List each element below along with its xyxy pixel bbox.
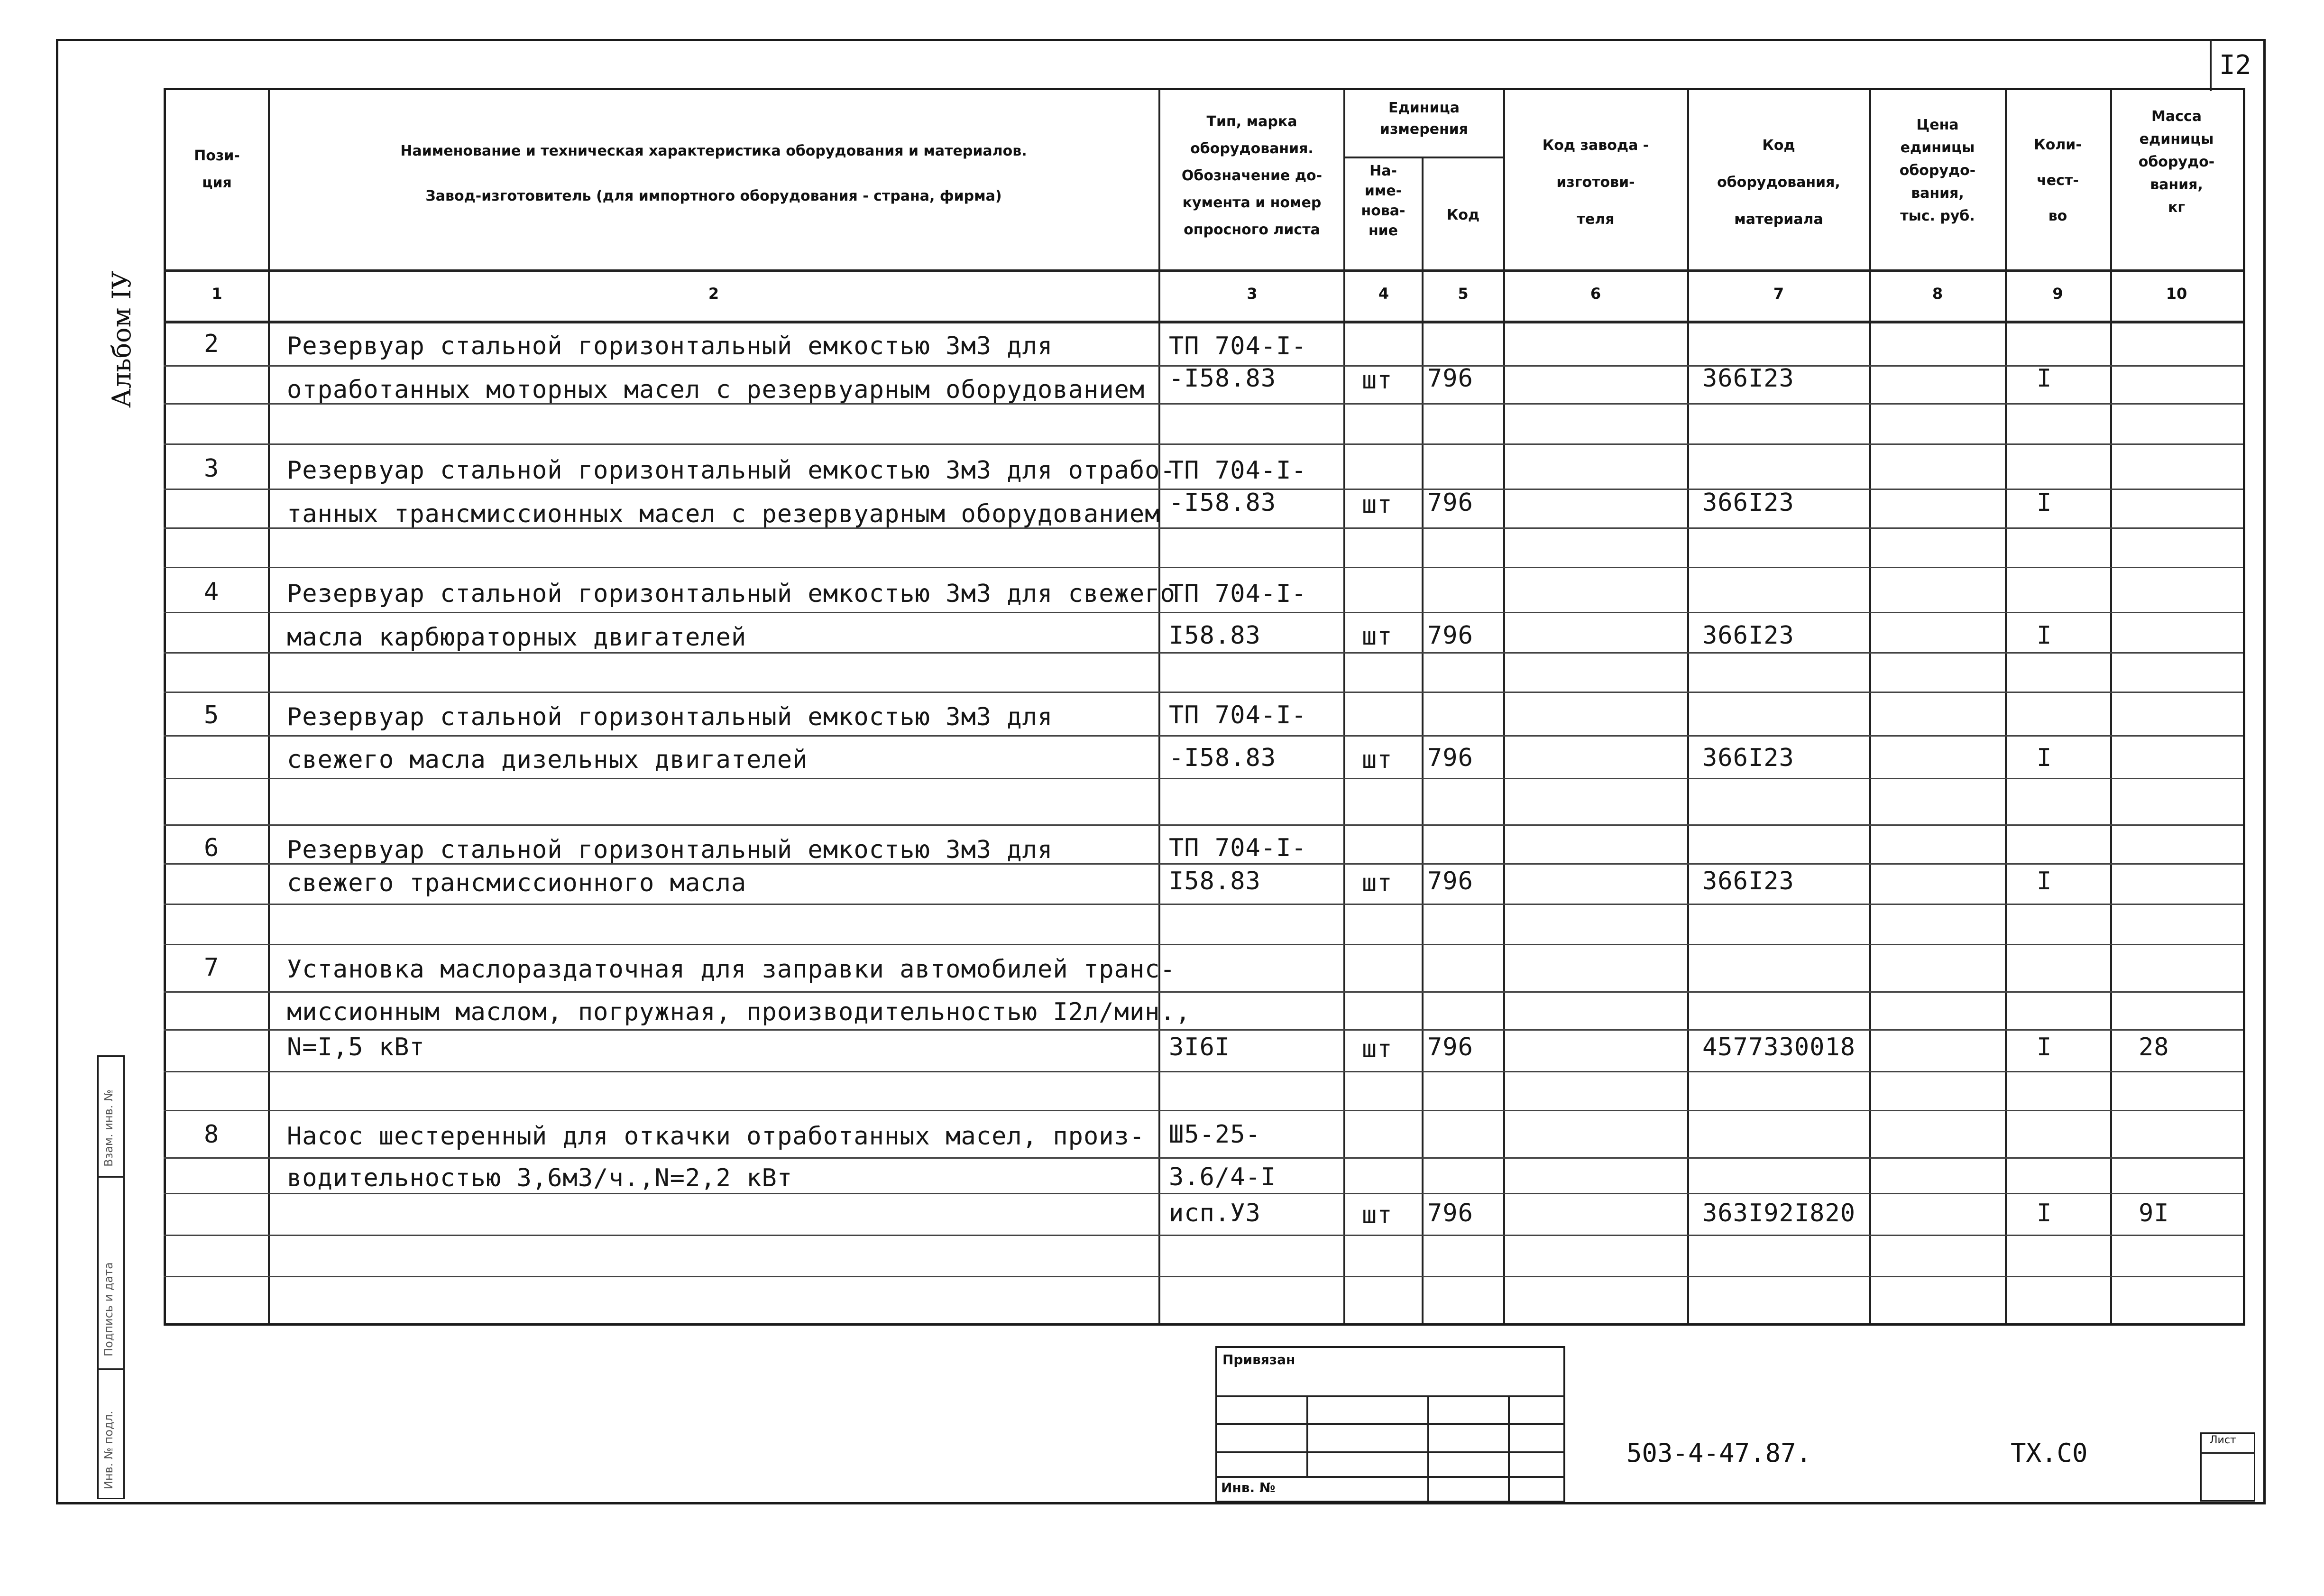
row-7-type: 3I6I (1169, 1033, 1231, 1061)
stamp-col (1306, 1395, 1308, 1477)
row-7-mass: 28 (2139, 1033, 2169, 1061)
left-strip-line (97, 1368, 125, 1370)
header-mass: Масса единицы оборудо- вания, кг (2138, 108, 2215, 216)
row-8-unit-code: 796 (1427, 1199, 1473, 1227)
row-4-position: 4 (204, 578, 220, 606)
col-line (1869, 90, 1871, 1323)
row-3-unit: шт (1362, 490, 1393, 519)
row-3-position: 3 (204, 454, 220, 483)
row-8-mass: 9I (2139, 1199, 2169, 1227)
row-4-name-line1: Резервуар стальной горизонтальный емкостью 3м3 для свежего (287, 580, 1176, 608)
row-3-type-line1: ТП 704-I- (1169, 456, 1307, 485)
row-6-quantity: I (2037, 867, 2052, 895)
col-number: 10 (2166, 285, 2187, 303)
row-separator (164, 652, 2243, 654)
row-8-unit: шт (1362, 1201, 1393, 1229)
row-6-equipment-code: 366I23 (1702, 867, 1794, 895)
header-unit-name: На- име- нова- ние (1361, 163, 1405, 239)
section-code: ТХ.С0 (2011, 1438, 2088, 1468)
stamp-col (1427, 1395, 1429, 1501)
row-7-position: 7 (204, 953, 220, 982)
header-name-line1: Наименование и техническая характеристика оборудования и материалов. (400, 143, 1027, 159)
row-5-unit-code: 796 (1427, 744, 1473, 772)
row-separator (164, 567, 2243, 568)
row-7-name-line2: миссионным маслом, погружная, производительностью I2л/мин., (287, 998, 1191, 1026)
header-price: Цена единицы оборудо- вания, тыс. руб. (1899, 117, 1976, 224)
row-4-name-line2: масла карбюраторных двигателей (287, 623, 747, 652)
units-sub-line (1343, 157, 1505, 158)
row-8-name-line2: водительностью 3,6м3/ч.,N=2,2 кВт (287, 1164, 793, 1192)
stamp-line (1215, 1395, 1565, 1397)
sheet-label-line (2200, 1452, 2255, 1454)
row-3-quantity: I (2037, 489, 2052, 517)
row-separator (164, 612, 2243, 613)
row-5-equipment-code: 366I23 (1702, 744, 1794, 772)
stamp-line (1215, 1451, 1565, 1453)
row-7-name-line1: Установка маслораздаточная для заправки автомобилей транс- (287, 955, 1176, 984)
col-number: 8 (1932, 285, 1943, 303)
col-number: 2 (708, 285, 719, 303)
row-7-unit-code: 796 (1427, 1033, 1473, 1061)
col-number: 3 (1247, 285, 1258, 303)
row-5-type-line1: ТП 704-I- (1169, 701, 1307, 729)
header-unit-code: Код (1446, 207, 1480, 223)
row-separator (164, 824, 2243, 826)
row-8-type-line3: исп.У3 (1169, 1199, 1261, 1227)
row-2-quantity: I (2037, 364, 2052, 393)
row-2-position: 2 (204, 330, 220, 358)
row-separator (164, 692, 2243, 693)
col-line (1687, 90, 1689, 1323)
header-name-line2: Завод-изготовитель (для импортного оборудования - страна, фирма) (425, 188, 1002, 204)
row-4-type-line1: ТП 704-I- (1169, 580, 1307, 608)
sheet-number-divider (2210, 39, 2212, 91)
row-7-equipment-code: 4577330018 (1702, 1033, 1856, 1061)
document-code: 503-4-47.87. (1626, 1438, 1812, 1468)
row-6-unit: шт (1362, 869, 1393, 897)
row-separator (164, 1235, 2243, 1236)
col-number: 4 (1378, 285, 1389, 303)
row-3-unit-code: 796 (1427, 489, 1473, 517)
row-separator (164, 904, 2243, 905)
col-line (1503, 90, 1505, 1323)
row-3-name-line1: Резервуар стальной горизонтальный емкостью 3м3 для отрабо- (287, 456, 1176, 485)
row-8-name-line1: Насос шестеренный для откачки отработанных масел, произ- (287, 1122, 1145, 1151)
col-line (1422, 157, 1424, 1323)
row-5-name-line1: Резервуар стальной горизонтальный емкостью 3м3 для (287, 703, 1053, 731)
row-4-unit-code: 796 (1427, 621, 1473, 650)
row-6-type-line1: ТП 704-I- (1169, 834, 1307, 862)
row-7-name-line3: N=I,5 кВт (287, 1033, 425, 1061)
row-separator (164, 991, 2243, 993)
header-equipment-code: Код оборудования, материала (1717, 137, 1840, 228)
row-separator (164, 1276, 2243, 1277)
row-6-name-line1: Резервуар стальной горизонтальный емкостью 3м3 для (287, 836, 1053, 864)
col-line (1158, 90, 1160, 1323)
header-factory-code: Код завода - изготови- теля (1542, 137, 1649, 228)
row-4-equipment-code: 366I23 (1702, 621, 1794, 650)
row-separator (164, 1110, 2243, 1111)
row-2-name-line1: Резервуар стальной горизонтальный емкостью 3м3 для (287, 332, 1053, 360)
row-separator (164, 1193, 2243, 1194)
row-4-type-line2: I58.83 (1169, 621, 1261, 650)
col-line (2110, 90, 2112, 1323)
stamp-line (1215, 1423, 1565, 1425)
row-3-type-line2: -I58.83 (1169, 489, 1277, 517)
header-units: Единица измерения (1379, 100, 1469, 138)
col-line (1343, 90, 1345, 1323)
col-number: 6 (1590, 285, 1601, 303)
stamp-col (1508, 1395, 1510, 1501)
col-line (2005, 90, 2007, 1323)
row-2-type-line1: ТП 704-I- (1169, 332, 1307, 360)
row-separator (164, 778, 2243, 779)
row-2-type-line2: -I58.83 (1169, 364, 1277, 393)
row-separator (164, 1071, 2243, 1072)
row-6-unit-code: 796 (1427, 867, 1473, 895)
row-4-quantity: I (2037, 621, 2052, 650)
left-strip-text-2: Подпись и дата (102, 1262, 115, 1356)
row-5-position: 5 (204, 701, 220, 729)
row-3-equipment-code: 366I23 (1702, 489, 1794, 517)
col-number: 9 (2052, 285, 2063, 303)
row-2-name-line2: отработанных моторных масел с резервуарным оборудованием (287, 376, 1145, 404)
row-8-type-line1: Ш5-25- (1169, 1120, 1261, 1149)
row-6-type-line2: I58.83 (1169, 867, 1261, 895)
row-7-unit: шт (1362, 1035, 1393, 1063)
col-number: 5 (1458, 285, 1469, 303)
album-label: Альбом IУ (107, 270, 137, 408)
sheet-number: I2 (2219, 50, 2251, 81)
row-2-unit: шт (1362, 366, 1393, 395)
left-strip-text-3: Инв. № подл. (102, 1411, 115, 1489)
row-8-type-line2: 3.6/4-I (1169, 1163, 1277, 1191)
row-7-quantity: I (2037, 1033, 2052, 1061)
stamp-inventory-label: Инв. № (1221, 1480, 1276, 1495)
col-number: 7 (1773, 285, 1784, 303)
col-line (268, 90, 270, 1323)
header-type: Тип, марка оборудования. Обозначение до- кумента и номер опросного листа (1181, 113, 1323, 238)
row-separator (164, 944, 2243, 945)
row-8-position: 8 (204, 1120, 220, 1149)
row-5-name-line2: свежего масла дизельных двигателей (287, 746, 808, 774)
left-strip-text-1: Взам. инв. № (102, 1089, 115, 1167)
left-strip-line (97, 1176, 125, 1178)
row-6-position: 6 (204, 834, 220, 862)
row-separator (164, 1029, 2243, 1031)
row-4-unit: шт (1362, 622, 1393, 651)
row-separator (164, 735, 2243, 737)
row-5-type-line2: -I58.83 (1169, 744, 1277, 772)
row-8-equipment-code: 363I92I820 (1702, 1199, 1856, 1227)
row-5-unit: шт (1362, 746, 1393, 774)
row-5-quantity: I (2037, 744, 2052, 772)
row-separator (164, 1157, 2243, 1159)
header-position: Пози- ция (194, 148, 240, 191)
row-2-equipment-code: 366I23 (1702, 364, 1794, 393)
row-8-quantity: I (2037, 1199, 2052, 1227)
sheet-label: Лист (2210, 1434, 2236, 1446)
colnum-bottom-line (164, 321, 2243, 323)
row-3-name-line2: танных трансмиссионных масел с резервуарным оборудованием (287, 500, 1160, 528)
stamp-bound-label: Привязан (1222, 1352, 1295, 1367)
header-quantity: Коли- чест- во (2034, 137, 2082, 224)
row-2-unit-code: 796 (1427, 364, 1473, 393)
header-bottom-line (164, 269, 2243, 272)
row-6-name-line2: свежего трансмиссионного масла (287, 869, 747, 897)
stamp-line (1215, 1476, 1565, 1478)
row-separator (164, 443, 2243, 445)
col-number: 1 (211, 285, 222, 303)
